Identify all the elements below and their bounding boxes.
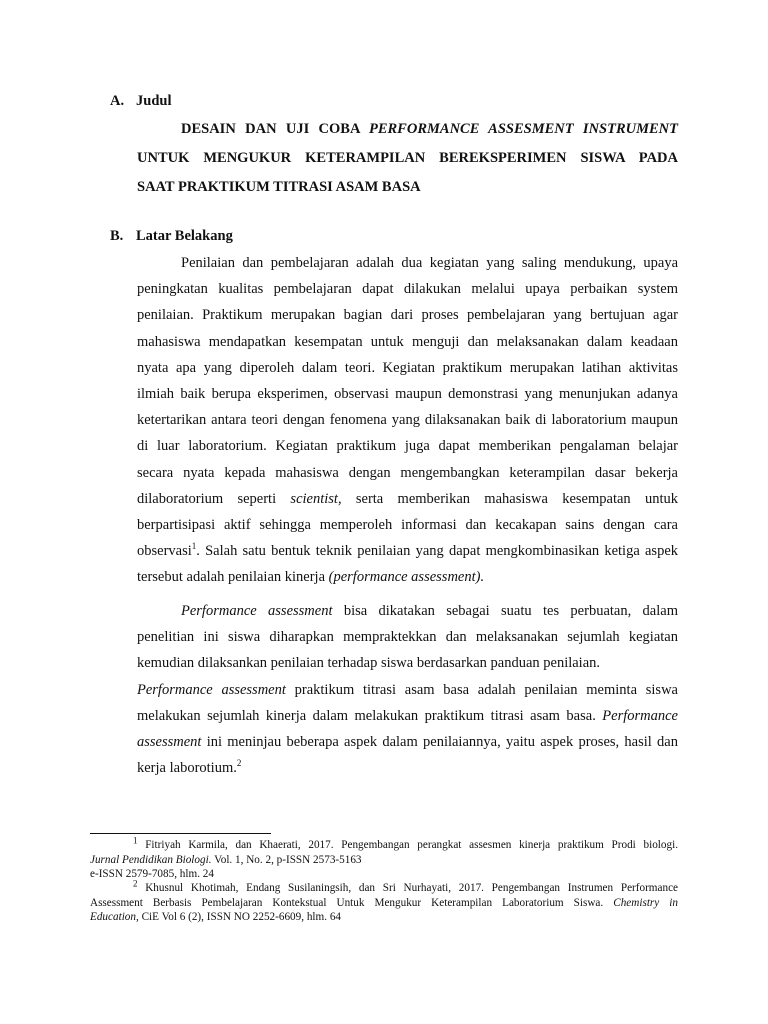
- text-line: [137, 486, 678, 512]
- text-line: [137, 677, 678, 703]
- footnote-line: [90, 896, 678, 911]
- italic-term: Performance: [602, 707, 678, 724]
- title-line-2: UNTUK MENGUKUR KETERAMPILAN BEREKSPERIMEN SISWA PADA: [137, 150, 678, 166]
- section-a-heading: [110, 93, 171, 110]
- footnote-text: Assessment Berbasis Pembelajaran Kontekstual Untuk Mengukur Keterampilan Laboratorium Siswa.: [90, 896, 614, 909]
- title-italic-text: PERFORMANCE ASSESMENT INSTRUMENT: [368, 121, 678, 137]
- text-line: [137, 729, 678, 755]
- text-line: mahasiswa mendapatkan kesempatan untuk menguji dan melaksanakan dalam keadaan: [137, 333, 678, 350]
- text-run: kerja laborotium.: [137, 760, 237, 777]
- text-line: Penilaian dan pembelajaran adalah dua kegiatan yang saling mendukung, upaya: [181, 255, 678, 271]
- section-letter: A.: [110, 93, 125, 109]
- text-run: melakukan sejumlah kinerja dalam melakukan praktikum titrasi asam basa.: [137, 707, 603, 724]
- text-line: [137, 755, 678, 781]
- journal-name: Jurnal Pendidikan Biologi.: [90, 853, 212, 866]
- background-paragraph-1: [137, 250, 678, 591]
- footnote-line: [90, 853, 678, 868]
- footnote-line: e-ISSN 2579-7085, hlm. 24: [90, 868, 214, 880]
- section-title: Judul: [136, 93, 172, 109]
- footnote-2: [90, 878, 678, 925]
- footnote-ref-1[interactable]: 1: [191, 541, 197, 552]
- footnote-text: CiE Vol 6 (2), ISSN NO 2252-6609, hlm. 64: [138, 911, 342, 923]
- footnote-ref-2[interactable]: 2: [236, 758, 242, 769]
- footnote-text: Vol. 1, No. 2, p-ISSN 2573-5163: [211, 853, 362, 866]
- background-paragraph-2: [137, 598, 678, 781]
- text-run: bisa dikatakan sebagai suatu tes perbuatan, dalam: [332, 603, 678, 619]
- title-text: DESAIN DAN UJI COBA: [181, 121, 369, 137]
- italic-term: Performance assessment: [137, 681, 286, 698]
- text-line: penilaian. Praktikum merupakan bagian dari proses pembelajaran yang bertujuan agar: [137, 307, 678, 324]
- footnote-line: [90, 910, 678, 925]
- footnote-line: [90, 835, 678, 853]
- text-line: [137, 598, 678, 624]
- title-line-1: [137, 115, 678, 144]
- text-line: ketertarikan antara teori dengan fenomena yang dilaksanakan baik di laboratorium maupun: [137, 412, 678, 429]
- footnote-text: Khusnul Khotimah, Endang Susilaningsih, dan Sri Nurhayati, 2017. Pengembangan Instrumen Performance: [137, 882, 678, 894]
- journal-name: Chemistry in: [613, 896, 678, 909]
- text-line: nyata apa yang diperoleh dalam teori. Kegiatan praktikum merupakan latihan aktivitas: [137, 359, 678, 376]
- research-title: [137, 115, 678, 202]
- italic-term: (performance assessment).: [328, 569, 485, 586]
- footnote-number: 1: [133, 835, 138, 846]
- text-run: praktikum titrasi asam basa adalah penilaian meminta siswa: [285, 681, 678, 698]
- text-line: di luar laboratorium. Kegiatan praktikum juga dapat memberikan pengalaman belajar: [137, 438, 678, 455]
- title-line-3: SAAT PRAKTIKUM TITRASI ASAM BASA: [137, 179, 421, 195]
- text-line: ilmiah baik berupa eksperimen, observasi maupun demonstrasi yang menunjukan adanya: [137, 386, 678, 403]
- footnote-text: Fitriyah Karmila, dan Khaerati, 2017. Pengembangan perangkat assesmen kinerja praktikum Prodi biologi.: [137, 839, 678, 851]
- text-line: [137, 564, 678, 590]
- text-run: . Salah satu bentuk teknik penilaian yang dapat mengkombinasikan ketiga aspek: [196, 543, 678, 560]
- italic-term: scientist: [290, 490, 338, 507]
- footnote-number: 2: [133, 878, 138, 889]
- text-run: observasi: [137, 543, 192, 560]
- italic-term: Performance assessment: [181, 603, 333, 619]
- section-title: Latar Belakang: [136, 228, 233, 244]
- section-b-heading: [110, 228, 233, 245]
- footnote-line: [90, 878, 678, 896]
- text-run: tersebut adalah penilaian kinerja: [137, 569, 329, 586]
- text-run: , serta memberikan mahasiswa kesempatan untuk: [337, 490, 678, 507]
- text-line: penelitian ini siswa diharapkan mempraktekkan dan melaksanakan sejumlah kegiatan: [137, 629, 678, 646]
- italic-term: assessment: [137, 734, 202, 751]
- footnote-separator: [90, 833, 271, 834]
- section-letter: B.: [110, 228, 124, 244]
- text-line: secara nyata kepada mahasiswa dengan mengembangkan keterampilan dasar bekerja: [137, 464, 678, 481]
- text-line: kemudian dilaksankan penilaian terhadap siswa berdasarkan panduan penilaian.: [137, 655, 601, 672]
- text-line: berpartisipasi aktif sehingga memperoleh informasi dan kecakapan sains dengan cara: [137, 517, 678, 534]
- text-line: [137, 703, 678, 729]
- journal-name: Education,: [90, 911, 139, 923]
- text-run: ini meninjau beberapa aspek dalam penilaiannya, yaitu aspek proses, hasil dan: [201, 734, 678, 751]
- text-line: [137, 538, 678, 564]
- text-run: dilaboratorium seperti: [137, 490, 291, 507]
- footnote-1: [90, 835, 678, 882]
- text-line: peningkatan kualitas pembelajaran dapat dilakukan melalui upaya perbaikan system: [137, 281, 678, 298]
